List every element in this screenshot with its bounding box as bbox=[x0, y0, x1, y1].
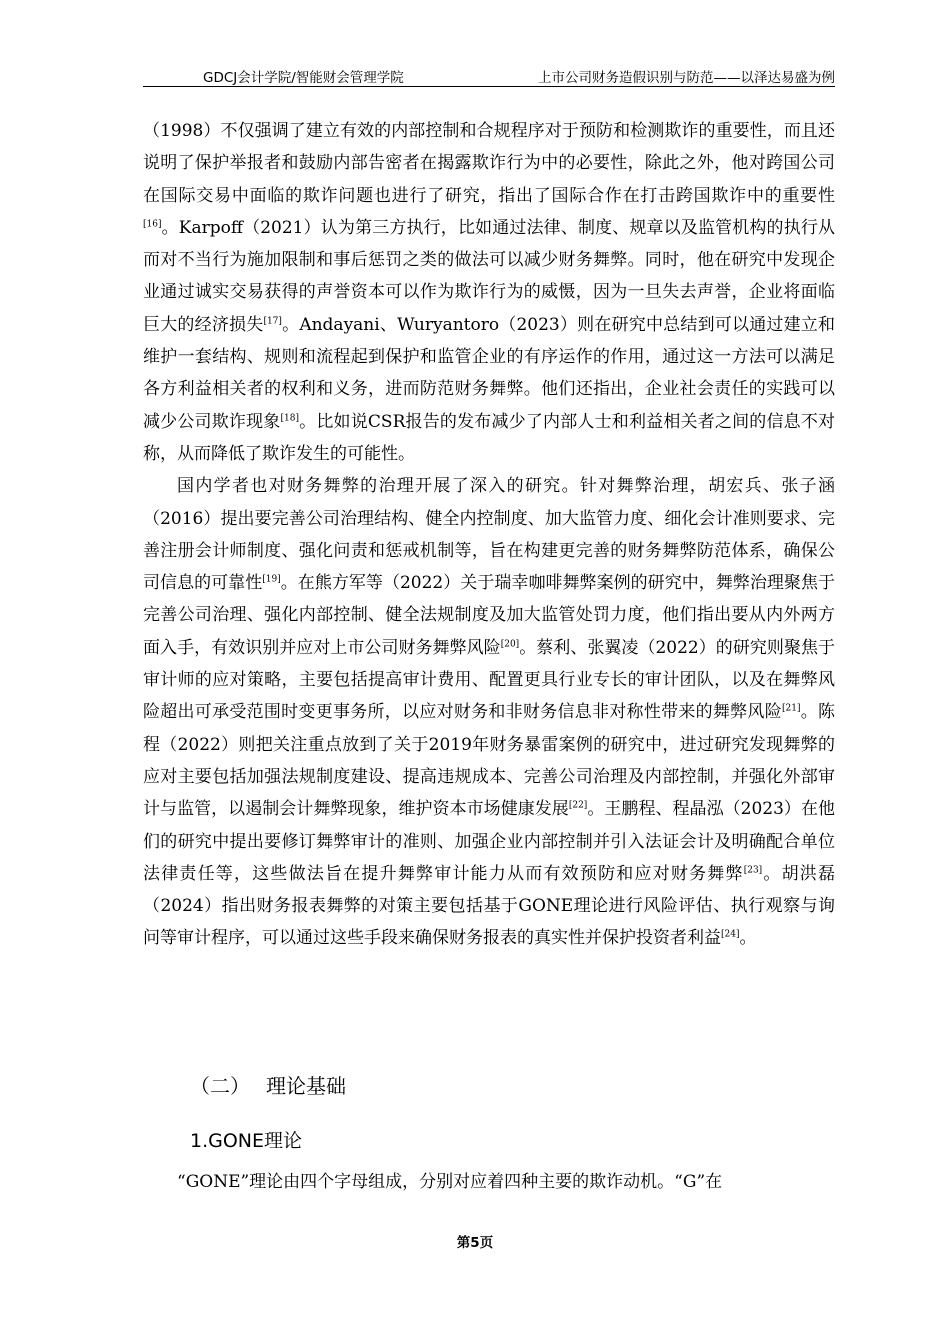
citation-ref: [21] bbox=[781, 703, 801, 714]
text-run: （1998）不仅强调了建立有效的内部控制和合规程序对于预防和检测欺诈的重要性，而且还说明了保护举报者和鼓励内部告密者在揭露欺诈行为中的必要性，除此之外，他对跨国公司在国际交易中面临的欺诈问题也进行了研究，指出了国际合作在打击跨国欺诈中的重要性 bbox=[143, 121, 835, 206]
header-right: 上市公司财务造假识别与防范——以泽达易盛为例 bbox=[538, 70, 835, 86]
header-left: GDCJ会计学院/智能财会管理学院 bbox=[203, 70, 404, 86]
paragraph bbox=[143, 115, 835, 470]
section-heading bbox=[190, 1070, 346, 1099]
paragraph-start: “GONE”理论由四个字母组成，分别对应着四种主要的欺诈动机。“G”在 bbox=[177, 1172, 723, 1192]
paragraph bbox=[143, 470, 835, 954]
citation-ref: [16] bbox=[143, 219, 162, 230]
text-run: 。胡洪磊（2024）指出财务报表舞弊的对策主要包括基于GONE理论进行风险评估、执行观察与询问等审计程序，可以通过这些手段来确保财务报表的真实性并保护投资者利益 bbox=[143, 863, 835, 949]
subsection-heading: 1.GONE理论 bbox=[190, 1130, 303, 1152]
citation-ref: [22] bbox=[568, 800, 588, 811]
text-run: 。王鹏程、程晶泓（2023）在他们的研究中提出要修订舞弊审计的准则、加强企业内部控制并引入法证会计及明确配合单位法律责任等，这些做法旨在提升舞弊审计能力从而有效预防和应对财务舞弊 bbox=[143, 799, 836, 884]
text-run: 。Karpoff（2021）认为第三方执行，比如通过法律、制度、规章以及监管机构的执行从而对不当行为施加限制和事后惩罚之类的做法可以减少财务舞弊。同时，他在研究中发现企业通过诚实交易获得的声誉资本可以作为欺诈行为的威慑，因为一旦失去声誉，企业将面临巨大的经济损失 bbox=[143, 217, 835, 335]
section-title: 理论基础 bbox=[266, 1074, 346, 1098]
text-run: 。陈程（2022）则把关注重点放到了关于2019年财务暴雷案例的研究中，进过研究发现舞弊的应对主要包括加强法规制度建设、提高违规成本、完善公司治理及内部控制，并强化外部审计与监管，以遏制会计舞弊现象，维护资本市场健康发展 bbox=[143, 702, 836, 820]
text-run: 。比如说CSR报告的发布减少了内部人士和利益相关者之间的信息不对称，从而降低了欺诈发生的可能性。 bbox=[143, 411, 836, 464]
text-run: 。在熊方军等（2022）关于瑞幸咖啡舞弊案例的研究中，舞弊治理聚焦于完善公司治理、强化内部控制、健全法规制度及加大监管处罚力度，他们指出要从内外两方面入手，有效识别并应对上市公司财务舞弊风险 bbox=[143, 573, 836, 658]
citation-ref: [24] bbox=[721, 929, 740, 940]
text-run: 。Andayani、Wuryantoro（2023）则在研究中总结到可以通过建立和维护一套结构、规则和流程起到保护和监管企业的有序运作的作用，通过这一方法可以满足各方利益相关者的权利和义务，进而防范财务舞弊。他们还指出，企业社会责任的实践可以减少公司欺诈现象 bbox=[143, 314, 836, 432]
text-run: 国内学者也对财务舞弊的治理开展了深入的研究。针对舞弊治理，胡宏兵、张子涵（2016）提出要完善公司治理结构、健全内控制度、加大监管力度、细化会计准则要求、完善注册会计师制度、强化问责和惩戒机制等，旨在构建更完善的财务舞弊防范体系，确保公司信息的可靠性 bbox=[143, 476, 835, 594]
page-number: 第5页 bbox=[456, 1235, 494, 1251]
text-run: 。 bbox=[739, 928, 757, 949]
citation-ref: [23] bbox=[743, 865, 763, 876]
citation-ref: [19] bbox=[262, 574, 281, 585]
text-run: 。蔡利、张翼凌（2022）的研究则聚焦于审计师的应对策略，主要包括提高审计费用、配置更具行业专长的审计团队，以及在舞弊风险超出可承受范围时变更事务所，以应对财务和非财务信息非对称性带来的舞弊风险 bbox=[143, 637, 836, 723]
citation-ref: [18] bbox=[280, 413, 299, 424]
section-number: （二） bbox=[190, 1074, 250, 1098]
body-text bbox=[143, 115, 835, 955]
citation-ref: [17] bbox=[263, 316, 282, 327]
citation-ref: [20] bbox=[500, 639, 520, 650]
page-header bbox=[143, 62, 835, 87]
